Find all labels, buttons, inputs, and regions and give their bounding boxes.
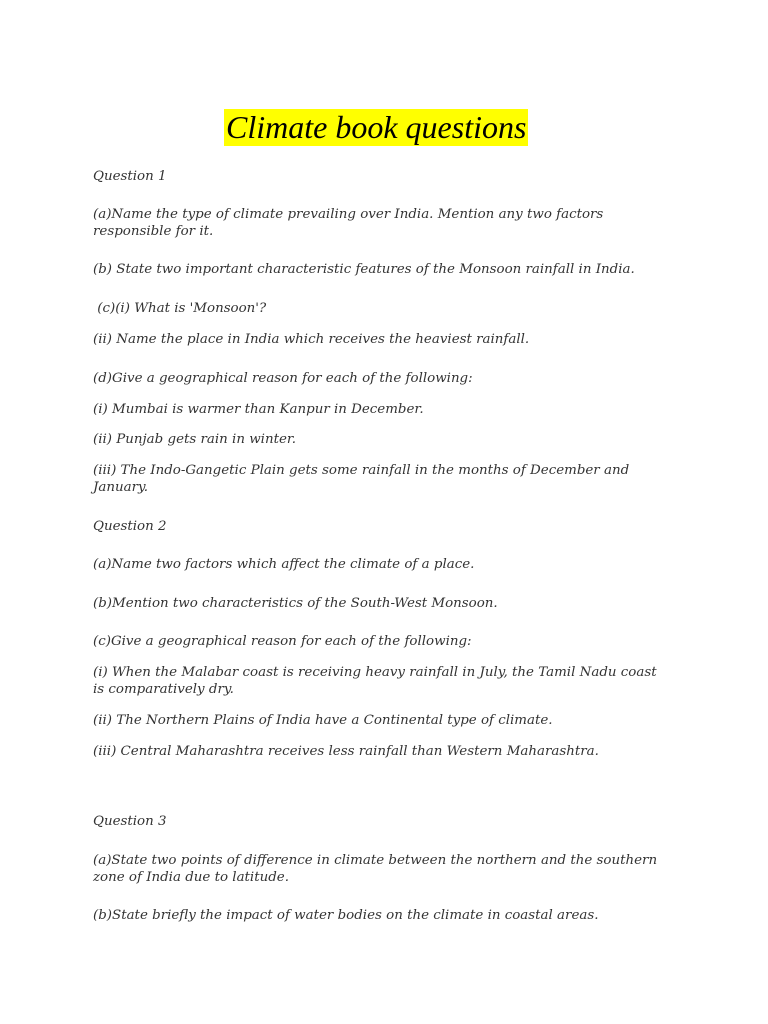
- question-2-heading: Question 2: [93, 519, 167, 534]
- question-1d-i: (i) Mumbai is warmer than Kanpur in December.: [93, 402, 424, 417]
- question-2a: (a)Name two factors which affect the climate of a place.: [93, 557, 475, 572]
- question-3a: (a)State two points of difference in climate between the northern and the southern zone of India due to latitude.: [93, 853, 658, 885]
- question-1d-ii: (ii) Punjab gets rain in winter.: [93, 432, 297, 447]
- question-3-heading: Question 3: [93, 814, 167, 829]
- question-1b: (b) State two important characteristic features of the Monsoon rainfall in India.: [93, 262, 635, 277]
- question-1a: (a)Name the type of climate prevailing over India. Mention any two factors responsible for it.: [93, 207, 604, 239]
- question-1c-i: (c)(i) What is 'Monsoon'?: [93, 301, 267, 316]
- question-2c-i: (i) When the Malabar coast is receiving heavy rainfall in July, the Tamil Nadu coast is comparatively dry.: [93, 665, 657, 697]
- document-title: Climate book questions: [226, 109, 527, 145]
- question-1d-iii: (iii) The Indo-Gangetic Plain gets some rainfall in the months of December and January.: [93, 463, 630, 495]
- question-2c: (c)Give a geographical reason for each of the following:: [93, 634, 472, 649]
- question-1d: (d)Give a geographical reason for each of the following:: [93, 371, 473, 386]
- question-2c-ii: (ii) The Northern Plains of India have a Continental type of climate.: [93, 713, 553, 728]
- question-1-heading: Question 1: [93, 169, 167, 184]
- question-2b: (b)Mention two characteristics of the South-West Monsoon.: [93, 596, 498, 611]
- question-3b: (b)State briefly the impact of water bodies on the climate in coastal areas.: [93, 908, 599, 923]
- question-2c-iii: (iii) Central Maharashtra receives less rainfall than Western Maharashtra.: [93, 744, 599, 759]
- question-1c-ii: (ii) Name the place in India which receives the heaviest rainfall.: [93, 332, 530, 347]
